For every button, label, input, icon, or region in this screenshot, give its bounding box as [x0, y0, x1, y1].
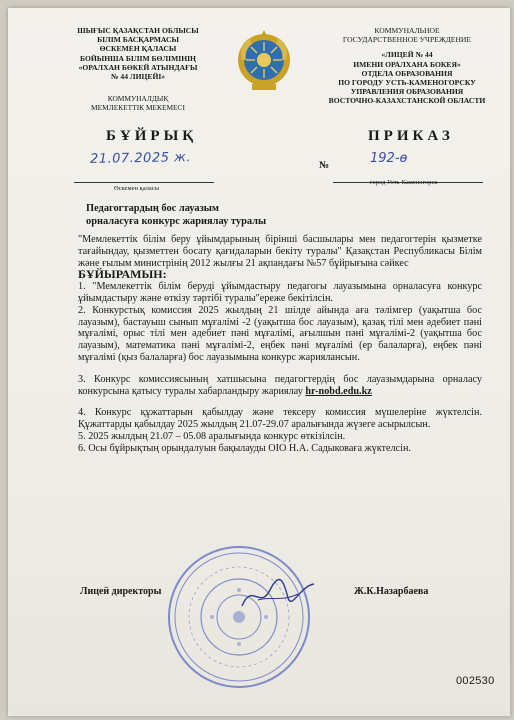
date-underline — [74, 168, 214, 183]
hr-nobd-link: hr-nobd.edu.kz — [305, 385, 372, 397]
order-item-3 — [78, 374, 482, 398]
order-body — [78, 234, 482, 455]
order-item-5: 5. 2025 жылдың 21.07 – 05.08 аралығында конкурс өткізілсін. — [78, 430, 346, 442]
city-kazakh: Өскемен қаласы — [114, 185, 160, 192]
order-subject — [86, 202, 266, 228]
director-title: Лицей директоры — [80, 586, 162, 597]
header-kazakh-line: БІЛІМ БАСҚАРМАСЫ — [97, 35, 179, 45]
order-date-handwritten: 21.07.2025 ж. — [89, 150, 192, 167]
order-subject-line: Педагогтардың бос лауазым — [86, 203, 219, 214]
director-name: Ж.К.Назарбаева — [354, 586, 429, 597]
order-title-russian: ПРИКАЗ — [368, 128, 454, 144]
header-kazakh-subtitle — [48, 94, 228, 112]
header-kazakh-line: ӨСКЕМЕН ҚАЛАСЫ — [99, 44, 177, 54]
order-item-4: 4. Конкурс құжаттарын қабылдау және тексеру комиссия мүшелеріне жүктелсін. Құжаттарды қабылдау 2025 жылдың 21.07-29.07 аралығында жүзеге асырылсын. — [78, 407, 482, 431]
header-russian — [316, 26, 498, 106]
header-russian-line: ВОСТОЧНО-КАЗАХСТАНСКОЙ ОБЛАСТИ — [328, 96, 486, 106]
header-russian-plain-line: КОММУНАЛЬНОЕ — [374, 26, 440, 35]
header-kazakh — [48, 26, 228, 81]
handwritten-signature-icon — [238, 576, 318, 614]
order-item-3-text: 3. Конкурс комиссиясының хатшысына педагогтердің бос лауазымдарына орналасу конкурсына қатысу туралы хабарландыру жариялау — [78, 373, 482, 397]
decree-heading: БҰЙЫРАМЫН: — [78, 267, 167, 282]
city-russian: город Усть-Каменогорск — [370, 179, 438, 186]
header-kazakh-line: БОЙЫНША БІЛІМ БӨЛІМІНІҢ — [80, 53, 196, 63]
round-seal-stamp-icon — [164, 542, 314, 692]
order-subject-line: орналасуға конкурс жариялау туралы — [86, 216, 267, 227]
header-kazakh-line: «ОРАЛХАН БӨКЕЙ АТЫНДАҒЫ — [78, 62, 198, 72]
order-number-handwritten: 192-ө — [370, 151, 408, 166]
order-item-2: 2. Конкурстық комиссия 2025 жылдың 21 шілде айында аға тәлімгер (уақытша бос лауазым), бастауыш сынып мұғалімі -2 (уақытша бос лауазым), қазақ тілі мен әдебиет пәні мұғалімі, орыс тілі мен әдебиет пәні мұғалімі, ағылшын пәні мұғалімі-2 (уақытша бос лауазым), математика пәні мұғалімі-2, еңбек пәні мұғалімі (ер балаларға), еңбек пәні мұғалімі (қыз балаларға) бос лауазымына конкурс жариялансын. — [78, 304, 482, 363]
header-russian-line: ИМЕНИ ОРАЛХАНА БОКЕЯ» — [353, 59, 461, 69]
order-number-label: № — [319, 160, 330, 171]
header-kazakh-sub-line: МЕМЛЕКЕТТІК МЕКЕМЕСІ — [91, 103, 185, 112]
form-serial-number: 002530 — [456, 675, 495, 687]
header-russian-line: «ЛИЦЕЙ № 44 — [381, 50, 433, 60]
preamble-paragraph: "Мемлекеттік білім беру ұйымдарының бірінші басшылары мен педагогтерін қызметке тағайындау, қызметтен босату қағидаларын бекіту туралы" Қазақстан Республикасы Білім және ғылым министрінің 2012 жылғы 21 ақпандағы №57 бұйрығына сәйкес — [78, 234, 482, 269]
header-kazakh-line: № 44 ЛИЦЕЙІ» — [110, 72, 166, 82]
order-item-6: 6. Осы бұйрықтың орындалуын бақылауды ОІО Н.А. Садыковаға жүктелсін. — [78, 442, 411, 454]
header-russian-line: ПО ГОРОДУ УСТЬ-КАМЕНОГОРСКУ — [338, 78, 476, 88]
kazakhstan-emblem-icon — [236, 30, 292, 92]
document-sheet — [8, 8, 510, 716]
header-kazakh-line: ШЫҒЫС ҚАЗАҚСТАН ОБЛЫСЫ — [77, 26, 199, 35]
order-item-1: 1. "Мемлекеттік білім беруді ұйымдастыру педагогы лауазымына орналасуға конкурс ұйымдастыру және өткізу тәртібі туралы"ереже бекітілсін. — [78, 281, 482, 304]
order-title-kazakh: БҰЙРЫҚ — [106, 128, 198, 144]
header-russian-line: ОТДЕЛА ОБРАЗОВАНИЯ — [361, 68, 453, 78]
header-russian-plain-line: ГОСУДАРСТВЕННОЕ УЧРЕЖДЕНИЕ — [342, 35, 472, 45]
header-kazakh-sub-line: КОММУНАЛДЫҚ — [107, 94, 169, 103]
header-russian-line: УПРАВЛЕНИЯ ОБРАЗОВАНИЯ — [350, 87, 464, 97]
